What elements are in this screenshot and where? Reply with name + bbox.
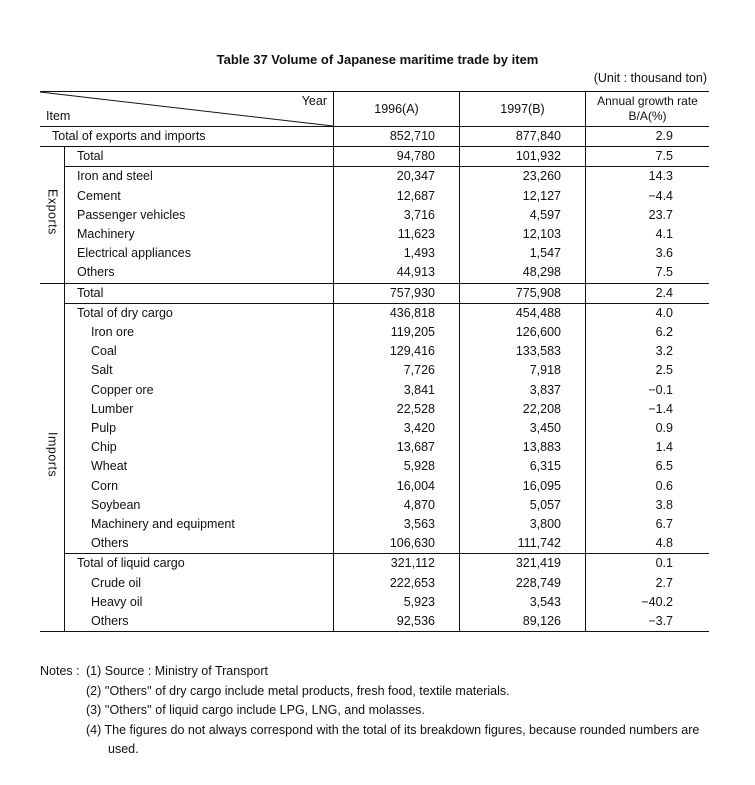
value-1996: 3,841: [334, 381, 460, 400]
value-growth-rate: 2.7: [586, 574, 710, 593]
row-label: Total: [65, 147, 334, 167]
exports-total-row: [40, 147, 709, 167]
value-growth-rate: 6.2: [586, 323, 710, 342]
value-1997: 775,908: [460, 283, 586, 303]
value-growth-rate: 4.8: [586, 534, 710, 554]
row-label: Copper ore: [65, 381, 334, 400]
value-growth-rate: −40.2: [586, 593, 710, 612]
exports-row: [40, 263, 709, 283]
row-label: Others: [65, 612, 334, 632]
value-growth-rate: 23.7: [586, 206, 710, 225]
note-2: (2) ''Others'' of dry cargo include metal products, fresh food, textile materials.: [86, 683, 510, 698]
item-header: Item: [46, 109, 71, 123]
value-1997: 7,918: [460, 361, 586, 380]
value-1996: 20,347: [334, 167, 460, 187]
exports-row: [40, 167, 709, 187]
value-growth-rate: 6.5: [586, 457, 710, 476]
imports-total-row: [40, 283, 709, 303]
row-label: Cement: [65, 187, 334, 206]
value-growth-rate: 14.3: [586, 167, 710, 187]
value-1997: 111,742: [460, 534, 586, 554]
dry-cargo-total-row: [40, 303, 709, 323]
note-1-text: (1) Source : Ministry of Transport: [86, 664, 269, 678]
row-label: Machinery: [65, 225, 334, 244]
row-label: Electrical appliances: [65, 244, 334, 263]
value-1997: 48,298: [460, 263, 586, 283]
row-label: Heavy oil: [65, 593, 334, 612]
growth-rate-header: [586, 92, 710, 127]
exports-row: [40, 187, 709, 206]
value-1996: 11,623: [334, 225, 460, 244]
value-growth-rate: 4.1: [586, 225, 710, 244]
value-1996: 5,928: [334, 457, 460, 476]
value-1997: 23,260: [460, 167, 586, 187]
value-1997: 3,543: [460, 593, 586, 612]
value-1996: 3,420: [334, 419, 460, 438]
value-growth-rate: 2.4: [586, 283, 710, 303]
exports-group-label: Exports: [45, 188, 60, 235]
note-1: [40, 662, 720, 682]
col-1996-header: 1996(A): [334, 92, 460, 127]
value-1997: 22,208: [460, 400, 586, 419]
value-growth-rate: 6.7: [586, 515, 710, 534]
dry-cargo-row: [40, 534, 709, 554]
unit-label: (Unit : thousand ton): [593, 71, 707, 85]
year-header: Year: [301, 94, 327, 108]
value-1996: 44,913: [334, 263, 460, 283]
value-growth-rate: 0.6: [586, 477, 710, 496]
row-label: Total of dry cargo: [65, 303, 334, 323]
table-title: Table 37 Volume of Japanese maritime trade by item: [216, 52, 539, 67]
row-label: Others: [65, 263, 334, 283]
value-1997: 3,837: [460, 381, 586, 400]
value-1996: 129,416: [334, 342, 460, 361]
value-1996: 852,710: [334, 127, 460, 147]
value-1996: 119,205: [334, 323, 460, 342]
row-label: Iron and steel: [65, 167, 334, 187]
dry-cargo-row: [40, 477, 709, 496]
dry-cargo-row: [40, 361, 709, 380]
value-growth-rate: 0.9: [586, 419, 710, 438]
growth-rate-header-line1: Annual growth rate: [597, 94, 698, 108]
row-label: Crude oil: [65, 574, 334, 593]
value-1996: 436,818: [334, 303, 460, 323]
header-row: [40, 92, 709, 127]
row-label: Others: [65, 534, 334, 554]
row-label: Iron ore: [65, 323, 334, 342]
value-growth-rate: 7.5: [586, 263, 710, 283]
note-4: (4) The figures do not always correspond with the total of its breakdown figures, because rounded numbers are used.: [86, 722, 700, 756]
value-1996: 3,716: [334, 206, 460, 225]
value-1996: 94,780: [334, 147, 460, 167]
value-1997: 89,126: [460, 612, 586, 632]
value-1996: 7,726: [334, 361, 460, 380]
row-label: Pulp: [65, 419, 334, 438]
liquid-cargo-row: [40, 612, 709, 632]
value-1997: 454,488: [460, 303, 586, 323]
row-label: Salt: [65, 361, 334, 380]
value-1996: 12,687: [334, 187, 460, 206]
liquid-cargo-row: [40, 574, 709, 593]
row-label: Total: [65, 283, 334, 303]
value-1997: 321,419: [460, 554, 586, 574]
dry-cargo-row: [40, 342, 709, 361]
value-1996: 5,923: [334, 593, 460, 612]
notes: [40, 662, 720, 760]
value-1996: 222,653: [334, 574, 460, 593]
dry-cargo-row: [40, 381, 709, 400]
dry-cargo-row: [40, 323, 709, 342]
dry-cargo-row: [40, 457, 709, 476]
value-1997: 228,749: [460, 574, 586, 593]
liquid-cargo-total-row: [40, 554, 709, 574]
value-1997: 13,883: [460, 438, 586, 457]
row-label: Coal: [65, 342, 334, 361]
col-1997-header: 1997(B): [460, 92, 586, 127]
value-1996: 1,493: [334, 244, 460, 263]
value-1997: 3,800: [460, 515, 586, 534]
value-1997: 3,450: [460, 419, 586, 438]
row-label: Machinery and equipment: [65, 515, 334, 534]
value-1997: 133,583: [460, 342, 586, 361]
row-label: Wheat: [65, 457, 334, 476]
value-growth-rate: 4.0: [586, 303, 710, 323]
value-growth-rate: 3.2: [586, 342, 710, 361]
value-1996: 3,563: [334, 515, 460, 534]
dry-cargo-row: [40, 438, 709, 457]
row-label: Soybean: [65, 496, 334, 515]
value-1997: 101,932: [460, 147, 586, 167]
value-growth-rate: −1.4: [586, 400, 710, 419]
value-1997: 5,057: [460, 496, 586, 515]
value-growth-rate: 2.9: [586, 127, 710, 147]
value-1997: 6,315: [460, 457, 586, 476]
row-label: Corn: [65, 477, 334, 496]
exports-row: [40, 225, 709, 244]
value-growth-rate: 7.5: [586, 147, 710, 167]
value-1997: 16,095: [460, 477, 586, 496]
value-growth-rate: −0.1: [586, 381, 710, 400]
value-1996: 16,004: [334, 477, 460, 496]
exports-row: [40, 206, 709, 225]
value-1996: 4,870: [334, 496, 460, 515]
value-growth-rate: 2.5: [586, 361, 710, 380]
value-growth-rate: 1.4: [586, 438, 710, 457]
value-growth-rate: −4.4: [586, 187, 710, 206]
exports-row: [40, 244, 709, 263]
value-1996: 22,528: [334, 400, 460, 419]
item-year-header: [40, 92, 334, 127]
trade-table: [40, 91, 709, 632]
diagonal-divider: [40, 92, 333, 126]
dry-cargo-row: [40, 515, 709, 534]
value-1996: 757,930: [334, 283, 460, 303]
value-growth-rate: 3.8: [586, 496, 710, 515]
row-label: Passenger vehicles: [65, 206, 334, 225]
value-growth-rate: 0.1: [586, 554, 710, 574]
value-1996: 321,112: [334, 554, 460, 574]
value-1997: 12,127: [460, 187, 586, 206]
value-growth-rate: −3.7: [586, 612, 710, 632]
row-label: Total of exports and imports: [40, 127, 334, 147]
value-growth-rate: 3.6: [586, 244, 710, 263]
imports-group: [40, 283, 65, 632]
value-1997: 126,600: [460, 323, 586, 342]
value-1996: 92,536: [334, 612, 460, 632]
row-label: Total of liquid cargo: [65, 554, 334, 574]
note-3: (3) ''Others'' of liquid cargo include LPG, LNG, and molasses.: [86, 703, 425, 717]
value-1997: 4,597: [460, 206, 586, 225]
dry-cargo-row: [40, 419, 709, 438]
notes-prefix: Notes :: [40, 664, 80, 678]
value-1997: 877,840: [460, 127, 586, 147]
row-label: Lumber: [65, 400, 334, 419]
growth-rate-header-line2: B/A(%): [628, 109, 667, 123]
value-1996: 106,630: [334, 534, 460, 554]
value-1997: 12,103: [460, 225, 586, 244]
dry-cargo-row: [40, 400, 709, 419]
imports-group-label: Imports: [45, 431, 60, 477]
value-1997: 1,547: [460, 244, 586, 263]
dry-cargo-row: [40, 496, 709, 515]
row-label: Chip: [65, 438, 334, 457]
grand-total-row: [40, 127, 709, 147]
value-1996: 13,687: [334, 438, 460, 457]
liquid-cargo-row: [40, 593, 709, 612]
exports-group: [40, 147, 65, 283]
